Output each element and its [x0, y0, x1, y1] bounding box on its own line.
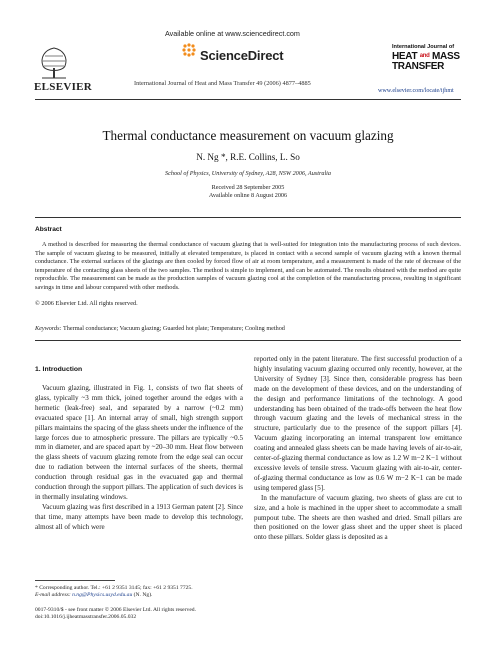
article-affiliation: School of Physics, University of Sydney, A28, NSW 2006, Australia [165, 170, 331, 177]
journal-logo-transfer: TRANSFER [392, 61, 445, 72]
available-date: Available online 8 August 2006 [208, 192, 288, 200]
corresponding-author-note: * Corresponding author. Tel.: +61 2 9351 3145; fax: +61 2 9351 7725. [35, 585, 193, 591]
right-column [254, 355, 462, 543]
journal-logo-mass: MASS [432, 51, 460, 62]
issn-line: 0017-9310/$ - see front matter © 2006 Elsevier Ltd. All rights reserved. [35, 607, 196, 613]
email-link[interactable]: n.ng@Physics.usyd.edu.au [72, 592, 133, 598]
intro-paragraph-3: In the manufacture of vacuum glazing, two sheets of glass are cut to size, and a hole is machined in the upper sheet to accommodate a small pumpout tube. The sheets are then washed and dried. Small pillars are then positioned on the lower glass sheet and the upper sheet is placed onto these pillars. Solder glass is deposited as a [254, 493, 462, 542]
sciencedirect-logo-icon [180, 41, 198, 59]
keywords-label: Keywords: [35, 325, 62, 332]
abstract-text: A method is described for measuring the thermal conductance of vacuum glazing that is well-suited for integration into the manufacturing process of such devices. The sample of vacuum glazing to be measured, initially at elevated temperature, is placed in contact with a second sample of vacuum glazing with a known thermal conductance. The external surfaces of the glazings are then cooled by forced flow of air at room temperature, and a measurement is made of the rate of decrease of the temperature of the contacting glass sheets of the two samples. The method is simple to implement, and can be automated. The results obtained with the method are quite reproducible. The measurement can be made as the production samples of vacuum glazing cool at the completion of the manufacturing process, resulting in significant savings in time and labour compared with other methods. [35, 241, 461, 291]
journal-logo-heat: HEAT [392, 51, 418, 62]
doi-line: doi:10.1016/j.ijheatmasstransfer.2006.05.032 [35, 614, 137, 621]
abstract-copyright: © 2006 Elsevier Ltd. All rights reserved. [35, 300, 138, 307]
left-column [35, 384, 243, 533]
intro-paragraph-2-continued: reported only in the patent literature. The first successful production of a highly insulating vacuum glazing occurred only recently, however, at the University of Sydney [3]. Since then, considerable progress has been made on the development of these devices, and on the understanding of the design and performance limitations of the technology. A good understanding has been obtained of the trade-offs between the heat flow through vacuum glazing and the levels of mechanical stress in the structure, particularly due to the presence of the support pillars [4]. Vacuum glazing incorporating an internal transparent low emittance coating and annealed glass sheets can be made having levels of air-to-air, center-of-glazing thermal conductance as low as 1.2 W m−2 K−1 without excessive levels of tensile stress. Vacuum glazing with air-to-air, center-of-glazing thermal conductance as low as 0.6 W m−2 K−1 can be made using tempered glass [5]. [254, 355, 462, 492]
received-date: Received 28 September 2005 [211, 184, 285, 191]
keywords-list: Thermal conductance; Vacuum glazing; Guarded hot plate; Temperature; Cooling method [63, 325, 285, 332]
intro-paragraph-1: Vacuum glazing, illustrated in Fig. 1, consists of two flat sheets of glass, typically ~3 mm thick, joined together around the edges with a hermetic (leak-free) seal, and separated by a narrow (~0.2 mm) evacuated space [1]. An internal array of small, high strength support pillars maintains the spacing of the glass sheets under the influence of the large forces due to atmospheric pressure. The pillars are typically ~0.5 mm in diameter, and are spaced apart by ~20–30 mm. Heat flow between the glass sheets of vacuum glazing remote from the edge seal can occur due to radiation between the internal surfaces of the sheets, thermal conduction through residual gas in the evacuated gap and thermal conduction through the support pillars. The application of such devices is in thermally insulating windows. [35, 384, 243, 501]
journal-logo-line1: International Journal of [392, 44, 455, 50]
abstract-heading: Abstract [35, 226, 62, 233]
article-authors: N. Ng *, R.E. Collins, L. So [196, 152, 300, 162]
available-online-text: Available online at www.sciencedirect.com [165, 29, 300, 38]
elsevier-wordmark: ELSEVIER [34, 81, 93, 93]
abstract-bottom-divider [35, 340, 461, 341]
journal-logo [392, 44, 470, 72]
email-label: E-mail address: [35, 592, 71, 598]
keywords-line [35, 325, 285, 332]
issn-info [35, 607, 196, 622]
article-dates [0, 184, 496, 201]
journal-logo-and: and [419, 53, 430, 59]
email-suffix: (N. Ng). [133, 592, 153, 598]
footnote [35, 585, 265, 599]
section-heading-introduction: 1. Introduction [35, 366, 83, 373]
footnote-divider [35, 580, 115, 581]
intro-paragraph-2: Vacuum glazing was first described in a 1913 German patent [2]. Since that time, many attempts have been made to develop this technology, almost all of which were [35, 502, 243, 531]
journal-url-link[interactable]: www.elsevier.com/locate/ijhmt [378, 88, 454, 94]
sciencedirect-wordmark: ScienceDirect [200, 48, 284, 63]
elsevier-tree-logo-icon [36, 44, 72, 80]
abstract-top-divider [35, 217, 461, 218]
journal-citation: International Journal of Heat and Mass Transfer 49 (2006) 4877–4885 [134, 80, 311, 87]
header-divider [35, 99, 461, 100]
article-title: Thermal conductance measurement on vacuum glazing [102, 128, 394, 143]
